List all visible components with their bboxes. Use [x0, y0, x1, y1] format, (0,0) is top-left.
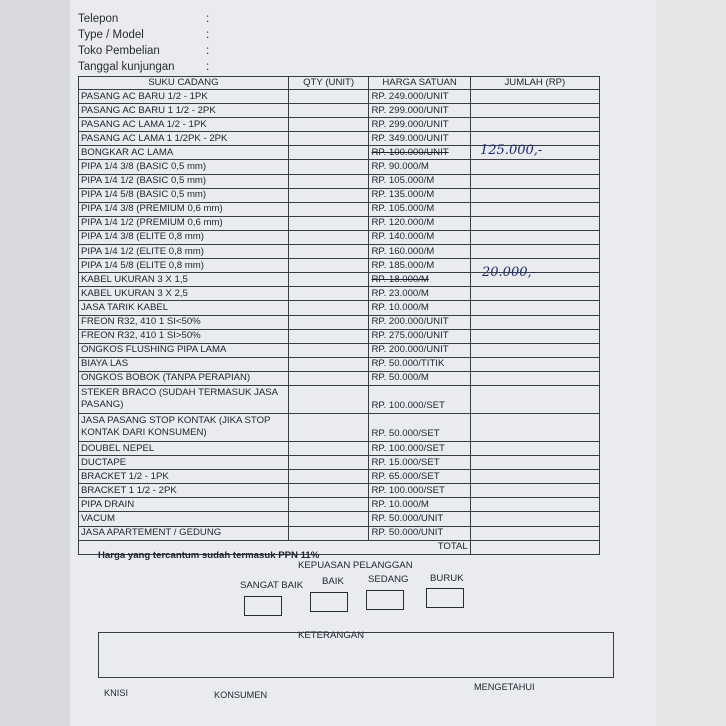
- table-row: [79, 245, 600, 259]
- item-qty[interactable]: [288, 512, 369, 526]
- item-name: KABEL UKURAN 3 X 2,5: [79, 287, 289, 301]
- table-row: [79, 470, 600, 484]
- item-total[interactable]: [470, 371, 599, 385]
- item-qty[interactable]: [288, 216, 369, 230]
- item-total[interactable]: [470, 456, 599, 470]
- item-qty[interactable]: [288, 230, 369, 244]
- item-total[interactable]: [470, 484, 599, 498]
- item-qty[interactable]: [288, 371, 369, 385]
- item-qty[interactable]: [288, 456, 369, 470]
- item-price: RP. 23.000/M: [369, 287, 470, 301]
- table-row: [79, 441, 600, 455]
- item-price: RP. 15.000/SET: [369, 456, 470, 470]
- item-qty[interactable]: [288, 526, 369, 540]
- item-total[interactable]: [470, 118, 599, 132]
- total-label: TOTAL: [79, 540, 471, 554]
- signature-konsumen: KONSUMEN: [214, 690, 268, 700]
- item-qty[interactable]: [288, 329, 369, 343]
- item-name: FREON R32, 410 1 SI<50%: [79, 315, 289, 329]
- form-sheet: [70, 0, 656, 726]
- item-name: PIPA 1/4 1/2 (PREMIUM 0,6 mm): [79, 216, 289, 230]
- item-name: PIPA 1/4 1/2 (ELITE 0,8 mm): [79, 245, 289, 259]
- item-qty[interactable]: [288, 188, 369, 202]
- item-name: STEKER BRACO (SUDAH TERMASUK JASA PASANG): [79, 385, 289, 413]
- handwritten-bongkar: 125.000,-: [480, 143, 543, 158]
- item-total[interactable]: [470, 301, 599, 315]
- col-jumlah: JUMLAH (RP): [470, 77, 599, 90]
- item-qty[interactable]: [288, 104, 369, 118]
- table-row: [79, 216, 600, 230]
- item-price: RP. 120.000/M: [369, 216, 470, 230]
- item-name: KABEL UKURAN 3 X 1,5: [79, 273, 289, 287]
- table-row: [79, 329, 600, 343]
- table-row: [79, 371, 600, 385]
- item-price: RP. 100.000/SET: [369, 385, 470, 413]
- item-total[interactable]: [470, 329, 599, 343]
- item-price: RP. 299.000/UNIT: [369, 104, 470, 118]
- item-qty[interactable]: [288, 315, 369, 329]
- item-name: PASANG AC BARU 1/2 - 1PK: [79, 90, 289, 104]
- item-name: PIPA 1/4 5/8 (ELITE 0,8 mm): [79, 259, 289, 273]
- item-price: RP. 100.000/SET: [369, 441, 470, 455]
- item-qty[interactable]: [288, 484, 369, 498]
- item-total[interactable]: [470, 315, 599, 329]
- item-price: RP. 90.000/M: [369, 160, 470, 174]
- item-price: RP. 185.000/M: [369, 259, 470, 273]
- item-price: RP. 349.000/UNIT: [369, 132, 470, 146]
- item-price: RP. 249.000/UNIT: [369, 90, 470, 104]
- item-price: RP. 50.000/M: [369, 371, 470, 385]
- item-name: VACUM: [79, 512, 289, 526]
- col-suku-cadang: SUKU CADANG: [79, 77, 289, 90]
- item-qty[interactable]: [288, 146, 369, 160]
- total-value[interactable]: [470, 540, 599, 554]
- item-qty[interactable]: [288, 202, 369, 216]
- item-total[interactable]: [470, 498, 599, 512]
- item-name: ONGKOS BOBOK (TANPA PERAPIAN): [79, 371, 289, 385]
- item-name: PIPA 1/4 5/8 (BASIC 0,5 mm): [79, 188, 289, 202]
- table-row: [79, 456, 600, 470]
- table-row: [79, 512, 600, 526]
- item-qty[interactable]: [288, 413, 369, 441]
- rating-label-buruk: BURUK: [430, 573, 464, 584]
- table-row: [79, 526, 600, 540]
- item-total[interactable]: [470, 202, 599, 216]
- col-qty: QTY (UNIT): [288, 77, 369, 90]
- item-qty[interactable]: [288, 118, 369, 132]
- table-row: [79, 90, 600, 104]
- item-qty[interactable]: [288, 470, 369, 484]
- background-left: [0, 0, 70, 726]
- item-price: RP. 140.000/M: [369, 230, 470, 244]
- handwritten-kabel: 20.000,-: [482, 265, 537, 280]
- item-price: RP. 135.000/M: [369, 188, 470, 202]
- col-harga: HARGA SATUAN: [369, 77, 470, 90]
- signature-teknisi: KNISI: [104, 688, 128, 698]
- ppn-note: Harga yang tercantum sudah termasuk PPN 11%: [98, 550, 320, 561]
- item-name: PASANG AC LAMA 1 1/2PK - 2PK: [79, 132, 289, 146]
- item-name: JASA TARIK KABEL: [79, 301, 289, 315]
- rating-box-sangat-baik[interactable]: [244, 596, 282, 616]
- item-qty[interactable]: [288, 441, 369, 455]
- item-name: BONGKAR AC LAMA: [79, 146, 289, 160]
- item-price: RP. 200.000/UNIT: [369, 343, 470, 357]
- item-name: PIPA 1/4 1/2 (BASIC 0,5 mm): [79, 174, 289, 188]
- item-price: RP. 50.000/UNIT: [369, 512, 470, 526]
- table-row: [79, 498, 600, 512]
- keterangan-box[interactable]: [98, 632, 614, 678]
- item-qty[interactable]: [288, 357, 369, 371]
- item-name: BIAYA LAS: [79, 357, 289, 371]
- table-row: [79, 357, 600, 371]
- item-qty[interactable]: [288, 245, 369, 259]
- item-qty[interactable]: [288, 301, 369, 315]
- item-total[interactable]: [470, 357, 599, 371]
- item-qty[interactable]: [288, 160, 369, 174]
- rating-label-sangat-baik: SANGAT BAIK: [240, 580, 304, 591]
- item-price: RP. 65.000/SET: [369, 470, 470, 484]
- item-price: RP. 299.000/UNIT: [369, 118, 470, 132]
- item-qty[interactable]: [288, 385, 369, 413]
- item-qty[interactable]: [288, 287, 369, 301]
- item-total[interactable]: [470, 441, 599, 455]
- signature-mengetahui: MENGETAHUI: [474, 682, 535, 692]
- item-price: RP. 160.000/M: [369, 245, 470, 259]
- rating-label-baik: BAIK: [322, 576, 344, 587]
- item-total[interactable]: [470, 216, 599, 230]
- rating-box-buruk[interactable]: [426, 588, 464, 608]
- item-total[interactable]: [470, 526, 599, 540]
- item-price: RP. 100.000/UNIT: [369, 146, 470, 160]
- rating-box-baik[interactable]: [310, 592, 348, 612]
- item-price: RP. 275.000/UNIT: [369, 329, 470, 343]
- table-row: [79, 484, 600, 498]
- header-toko: Toko Pembelian :: [78, 45, 210, 57]
- item-name: DOUBEL NEPEL: [79, 441, 289, 455]
- table-row: [79, 230, 600, 244]
- item-name: JASA PASANG STOP KONTAK (JIKA STOP KONTAK DARI KONSUMEN): [79, 413, 289, 441]
- item-total[interactable]: [470, 385, 599, 413]
- table-row: [79, 118, 600, 132]
- item-qty[interactable]: [288, 132, 369, 146]
- table-row: [79, 287, 600, 301]
- table-row: [79, 160, 600, 174]
- item-total[interactable]: [470, 343, 599, 357]
- item-total[interactable]: [470, 512, 599, 526]
- item-name: PIPA 1/4 3/8 (PREMIUM 0,6 mm): [79, 202, 289, 216]
- item-price: RP. 105.000/M: [369, 174, 470, 188]
- item-total[interactable]: [470, 174, 599, 188]
- item-qty[interactable]: [288, 498, 369, 512]
- item-qty[interactable]: [288, 174, 369, 188]
- item-qty[interactable]: [288, 343, 369, 357]
- table-row: [79, 202, 600, 216]
- item-name: PASANG AC LAMA 1/2 - 1PK: [79, 118, 289, 132]
- item-name: DUCTAPE: [79, 456, 289, 470]
- item-total[interactable]: [470, 245, 599, 259]
- table-row: [79, 301, 600, 315]
- item-name: BRACKET 1 1/2 - 2PK: [79, 484, 289, 498]
- item-price: RP. 105.000/M: [369, 202, 470, 216]
- item-total[interactable]: [470, 188, 599, 202]
- item-price: RP. 10.000/M: [369, 301, 470, 315]
- header-telepon: Telepon :: [78, 13, 210, 25]
- item-name: FREON R32, 410 1 SI>50%: [79, 329, 289, 343]
- table-header-row: [79, 77, 600, 90]
- item-total[interactable]: [470, 90, 599, 104]
- background-right: [656, 0, 726, 726]
- table-row: [79, 343, 600, 357]
- item-total[interactable]: [470, 413, 599, 441]
- item-price: RP. 18.000/M: [369, 273, 470, 287]
- item-total[interactable]: [470, 470, 599, 484]
- item-qty[interactable]: [288, 273, 369, 287]
- item-total[interactable]: [470, 287, 599, 301]
- item-name: PASANG AC BARU 1 1/2 - 2PK: [79, 104, 289, 118]
- table-row: [79, 413, 600, 441]
- item-qty[interactable]: [288, 90, 369, 104]
- rating-label-sedang: SEDANG: [368, 574, 409, 585]
- item-name: ONGKOS FLUSHING PIPA LAMA: [79, 343, 289, 357]
- table-row: [79, 188, 600, 202]
- item-price: RP. 50.000/UNIT: [369, 526, 470, 540]
- table-row: [79, 385, 600, 413]
- item-name: PIPA 1/4 3/8 (BASIC 0,5 mm): [79, 160, 289, 174]
- item-price: RP. 50.000/TITIK: [369, 357, 470, 371]
- item-qty[interactable]: [288, 259, 369, 273]
- item-name: PIPA DRAIN: [79, 498, 289, 512]
- item-total[interactable]: [470, 160, 599, 174]
- item-name: JASA APARTEMENT / GEDUNG: [79, 526, 289, 540]
- table-row: [79, 104, 600, 118]
- table-row: [79, 315, 600, 329]
- item-total[interactable]: [470, 230, 599, 244]
- item-price: RP. 50.000/SET: [369, 413, 470, 441]
- header-tanggal: Tanggal kunjungan :: [78, 61, 210, 73]
- rating-box-sedang[interactable]: [366, 590, 404, 610]
- item-price: RP. 200.000/UNIT: [369, 315, 470, 329]
- kepuasan-title: KEPUASAN PELANGGAN: [298, 560, 413, 571]
- item-total[interactable]: [470, 104, 599, 118]
- item-price: RP. 100.000/SET: [369, 484, 470, 498]
- item-price: RP. 10.000/M: [369, 498, 470, 512]
- item-name: BRACKET 1/2 - 1PK: [79, 470, 289, 484]
- keterangan-title: KETERANGAN: [298, 630, 365, 641]
- item-name: PIPA 1/4 3/8 (ELITE 0,8 mm): [79, 230, 289, 244]
- table-row: [79, 174, 600, 188]
- header-type-model: Type / Model :: [78, 29, 210, 41]
